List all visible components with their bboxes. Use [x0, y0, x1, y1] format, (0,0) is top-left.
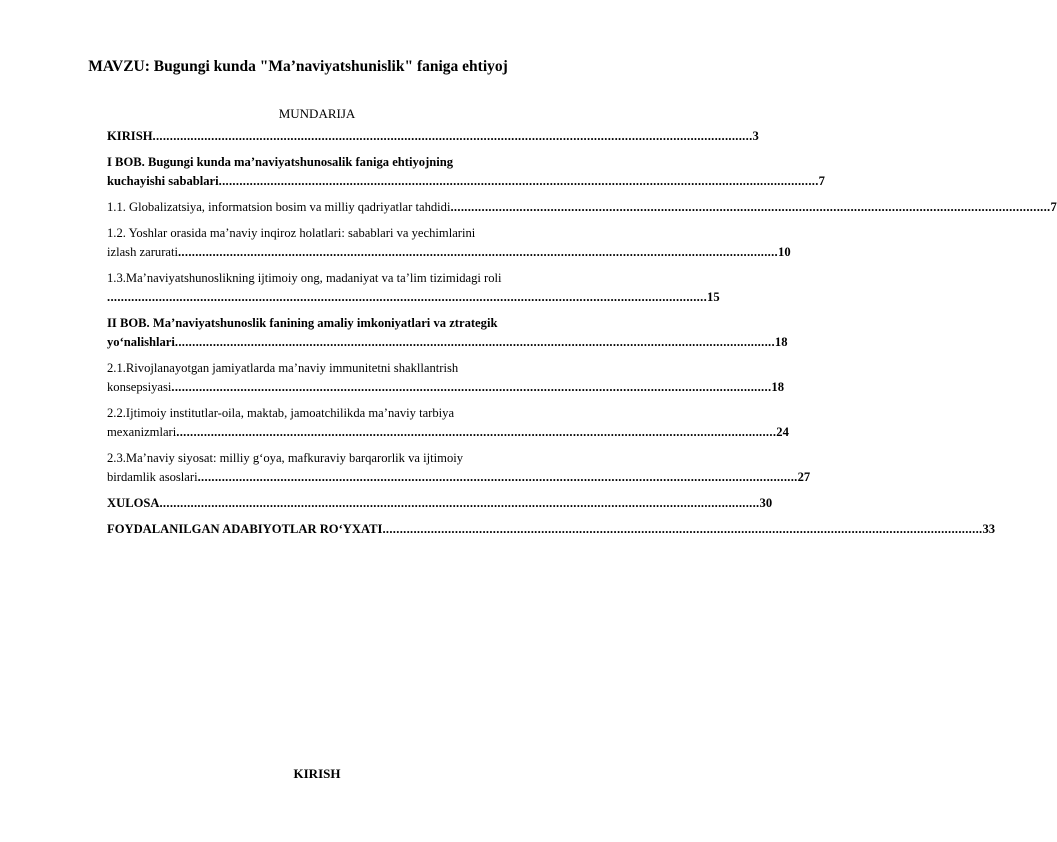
toc-dot-leader: ..............................................................................................................................................................................	[197, 470, 798, 484]
toc-dot-leader: ..............................................................................................................................................................................	[450, 200, 1051, 214]
toc-page-number: 7	[1050, 200, 1057, 214]
toc-page-number: 10	[778, 245, 791, 259]
toc-dot-leader: ..............................................................................................................................................................................	[174, 335, 775, 349]
toc-entry-title-line: I BOB. Bugungi kunda ma’naviyatshunosalik faniga ehtiyojning	[107, 155, 454, 169]
toc-entry-title: konsepsiyasi	[107, 380, 172, 394]
toc-entry-title-line: 1.3.Ma’naviyatshunoslikning ijtimoiy ong, madaniyat va ta’lim tizimidagi roli	[107, 271, 502, 285]
toc-entry-title: KIRISH	[107, 129, 153, 143]
toc-entry-title: izlash zarurati	[107, 245, 178, 259]
toc-dot-leader: ..............................................................................................................................................................................	[176, 425, 777, 439]
toc-entry-chapter-2	[107, 314, 788, 352]
toc-dot-leader: ..............................................................................................................................................................................	[159, 496, 760, 510]
toc-entry-2-1	[107, 359, 784, 397]
toc-page-number: 30	[759, 496, 773, 510]
toc-entry-2-2	[107, 404, 789, 442]
toc-page-number: 15	[707, 290, 720, 304]
table-of-contents	[107, 127, 1057, 546]
toc-entry-title: FOYDALANILGAN ADABIYOTLAR RO‘YXATI	[107, 522, 383, 536]
toc-page-number: 24	[776, 425, 789, 439]
toc-entry-1-3	[107, 269, 720, 307]
toc-entry-title-line: 2.2.Ijtimoiy institutlar-oila, maktab, jamoatchilikda ma’naviy tarbiya	[107, 406, 455, 420]
toc-entry-title: 1.1. Globalizatsiya, informatsion bosim va milliy qadriyatlar tahdidi	[107, 200, 451, 214]
toc-entry-title: XULOSA	[107, 496, 160, 510]
toc-entry-title: yo‘nalishlari	[107, 335, 175, 349]
toc-dot-leader: ..............................................................................................................................................................................	[152, 129, 753, 143]
toc-entry-title: mexanizmlari	[107, 425, 177, 439]
toc-dot-leader: ..............................................................................................................................................................................	[177, 245, 779, 259]
toc-entry-title-line: II BOB. Ma’naviyatshunoslik fanining amaliy imkoniyatlari va ztrategik	[107, 316, 498, 330]
toc-page-number: 3	[752, 129, 759, 143]
toc-entry-2-3	[107, 449, 811, 487]
toc-dot-leader: ..............................................................................................................................................................................	[107, 290, 708, 304]
toc-dot-leader: ..............................................................................................................................................................................	[218, 174, 819, 188]
toc-page-number: 18	[771, 380, 784, 394]
toc-page-number: 18	[774, 335, 788, 349]
toc-entry-references	[107, 520, 996, 539]
document-title: MAVZU: Bugungi kunda "Ma’naviyatshunislik" faniga ehtiyoj	[88, 58, 508, 75]
toc-entry-title-line: 1.2. Yoshlar orasida ma’naviy inqiroz holatlari: sabablari va yechimlarini	[107, 226, 476, 240]
section-heading-kirish: KIRISH	[293, 766, 341, 781]
toc-entry-title: birdamlik asoslari	[107, 470, 198, 484]
toc-entry-title-line: 2.3.Ma’naviy siyosat: milliy g‘oya, mafkuraviy barqarorlik va ijtimoiy	[107, 451, 464, 465]
toc-dot-leader: ..............................................................................................................................................................................	[171, 380, 772, 394]
toc-entry-chapter-1	[107, 153, 825, 191]
toc-page-number: 27	[797, 470, 811, 484]
toc-dot-leader: ..............................................................................................................................................................................	[382, 522, 983, 536]
toc-page-number: 7	[818, 174, 825, 188]
toc-heading: MUNDARIJA	[278, 106, 356, 121]
toc-entry-kirish	[107, 127, 759, 146]
toc-entry-xulosa	[107, 494, 773, 513]
toc-page-number: 33	[982, 522, 996, 536]
toc-entry-title: kuchayishi sabablari	[107, 174, 219, 188]
toc-entry-1-1	[107, 198, 1057, 217]
toc-entry-title-line: 2.1.Rivojlanayotgan jamiyatlarda ma’naviy immunitetni shakllantrish	[107, 361, 459, 375]
toc-entry-1-2	[107, 224, 791, 262]
